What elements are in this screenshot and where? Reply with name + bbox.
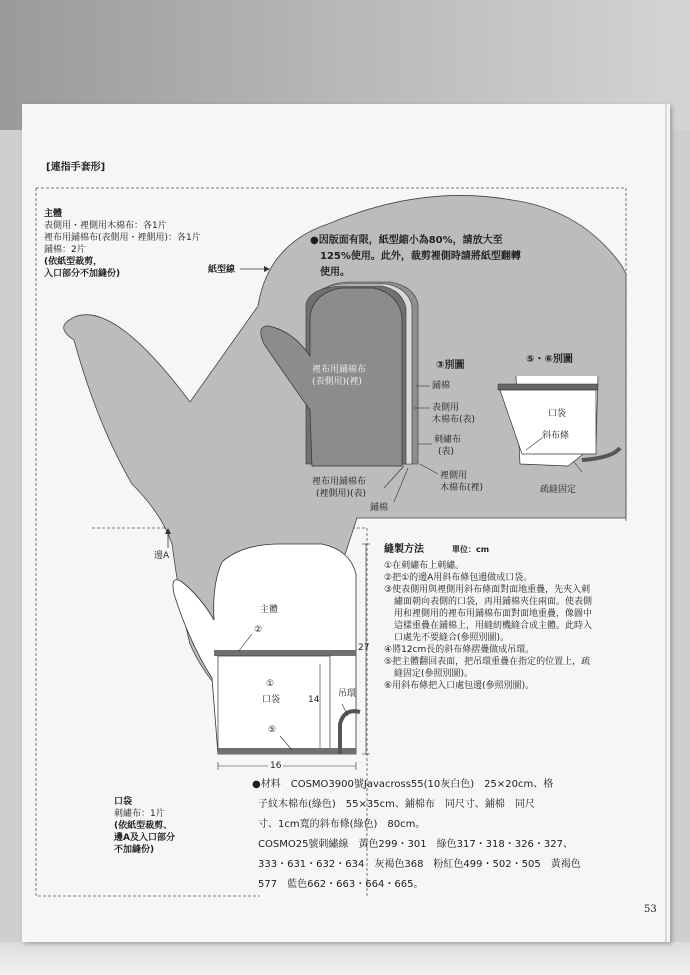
- fig3-front-cotton1: 表側用: [432, 403, 460, 413]
- materials-line3: 寸、1cm寬的斜布條(綠色) 80cm。: [258, 819, 426, 830]
- scale-note-line3: 使用。: [320, 267, 350, 278]
- fig3-quilted-label2: (表側用)(裡): [312, 377, 363, 387]
- materials-line5: 333・631・632・634 灰褐色368 粉紅色499・502・505 黃褐色: [258, 859, 581, 870]
- page-number: 53: [644, 904, 657, 915]
- fig3-embroidery2: (表): [438, 447, 455, 457]
- diagram-num2: ②: [254, 625, 263, 635]
- edge-a-label: 邊A: [154, 551, 170, 561]
- fig3-back-cotton1: 裡側用: [440, 471, 468, 481]
- assembled-top-band: [214, 650, 356, 656]
- materials-line4: COSMO25號刺繡線 黃色299・301 綠色317・318・326・327、: [258, 839, 573, 850]
- section-title: [連指手套形]: [46, 162, 106, 173]
- diagram-pocket-label: 口袋: [262, 695, 281, 705]
- main-body-line3: 鋪棉：2片: [44, 245, 86, 255]
- scan-shadow-bottom: [0, 942, 690, 975]
- diagram-dim-height: 27: [358, 643, 370, 653]
- fig56-stitch-label: 疏縫固定: [540, 485, 577, 495]
- pocket-info-note2: 邊A及入口部分: [114, 833, 175, 843]
- fig3-back-quilted2: (裡側用)(表): [316, 489, 367, 499]
- fig56-bias-label: 斜布條: [542, 431, 570, 441]
- fig56-top-binding: [498, 384, 598, 390]
- sewing-step5a: ⑤把主體翻回表面，把吊環重疊在指定的位置上，疏: [384, 657, 591, 667]
- main-body-line2: 裡布用鋪棉布(表側用・裡側用)：各1片: [44, 233, 201, 243]
- fig3-quilted-label1: 裡布用鋪棉布: [312, 365, 367, 375]
- sewing-unit: 單位：cm: [452, 545, 490, 554]
- pocket-info-note1: (依紙型裁剪、: [114, 821, 173, 831]
- materials-line2: 子紋木棉布(綠色) 55×35cm、鋪棉布 同尺寸、鋪棉 同尺: [258, 799, 535, 810]
- scale-note-line1: ●因版面有限，紙型縮小為80%，請放大至: [310, 235, 503, 246]
- fig3-title: ③別圖: [436, 360, 465, 371]
- sewing-step3c: 用和裡側用的裡布用鋪棉布面對面地重疊，像圖中: [394, 609, 593, 619]
- main-body-note1: (依紙型裁剪，: [44, 257, 103, 267]
- pattern-line-label: 紙型線: [208, 265, 236, 275]
- diagram-dim-pocket: 14: [308, 695, 320, 705]
- main-body-note2: 入口部分不加縫份): [44, 269, 121, 279]
- main-body-heading: 主體: [44, 209, 63, 219]
- main-body-line1: 表側用・裡側用木棉布：各1片: [44, 221, 167, 231]
- fig56-title: ⑤・⑥別圖: [526, 354, 573, 365]
- sewing-step1: ①在刺繡布上刺繡。: [384, 561, 465, 571]
- sewing-title: 縫製方法: [384, 544, 424, 555]
- diagram-loop-label: 吊環: [338, 689, 357, 699]
- sewing-step3a: ③使表側用與裡側用斜布條面對面地重疊，先夾入刺: [384, 585, 591, 595]
- diagram-num5: ⑤: [268, 725, 277, 735]
- sewing-step3e: 口處先不要縫合(參照別圖)。: [394, 633, 510, 643]
- fig3-front-cotton2: 木棉布(表): [432, 415, 476, 425]
- sewing-step2: ②把①的邊A用斜布條包邊做成口袋。: [384, 573, 533, 583]
- sewing-step4: ④將12cm長的斜布條摺疊做成吊環。: [384, 645, 535, 655]
- book-page: [22, 104, 670, 942]
- materials-line1: ●材料 COSMO3900號Javacross55(10灰白色) 25×20cm、格: [252, 779, 554, 790]
- fig3-embroidery1: 刺繡布: [434, 435, 462, 445]
- sewing-step5b: 縫固定(參照別圖)。: [394, 669, 474, 679]
- assembled-bottom-band: [218, 748, 356, 754]
- scale-note-line2: 125%使用。此外，裁剪裡側時請將紙型翻轉: [320, 251, 521, 262]
- pocket-info-note3: 不加縫份): [114, 845, 155, 855]
- fig3-batting2: 鋪棉: [370, 503, 389, 513]
- fig3-batting: 鋪棉: [432, 381, 451, 391]
- sewing-step3d: 這樣重疊在鋪棉上，用縫紉機縫合成主體。此時入: [394, 621, 593, 631]
- sewing-step3b: 繡面朝向表側的口袋，再用鋪棉夾住兩面。使表側: [394, 597, 593, 607]
- pocket-info-line1: 刺繡布：1片: [114, 809, 165, 819]
- pocket-info-heading: 口袋: [114, 797, 133, 807]
- diagram-num1: ①: [266, 679, 275, 689]
- diagram-dim-width: 16: [270, 761, 282, 771]
- fig56-pocket-label: 口袋: [548, 409, 567, 419]
- sewing-step6: ⑥用斜布條把入口處包邊(參照別圖)。: [384, 681, 535, 691]
- fig3-back-cotton2: 木棉布(裡): [440, 483, 484, 493]
- diagram-main-label: 主體: [260, 605, 279, 615]
- materials-line6: 577 藍色662・663・664・665。: [258, 879, 424, 890]
- fig3-back-quilted1: 裡布用鋪棉布: [312, 477, 367, 487]
